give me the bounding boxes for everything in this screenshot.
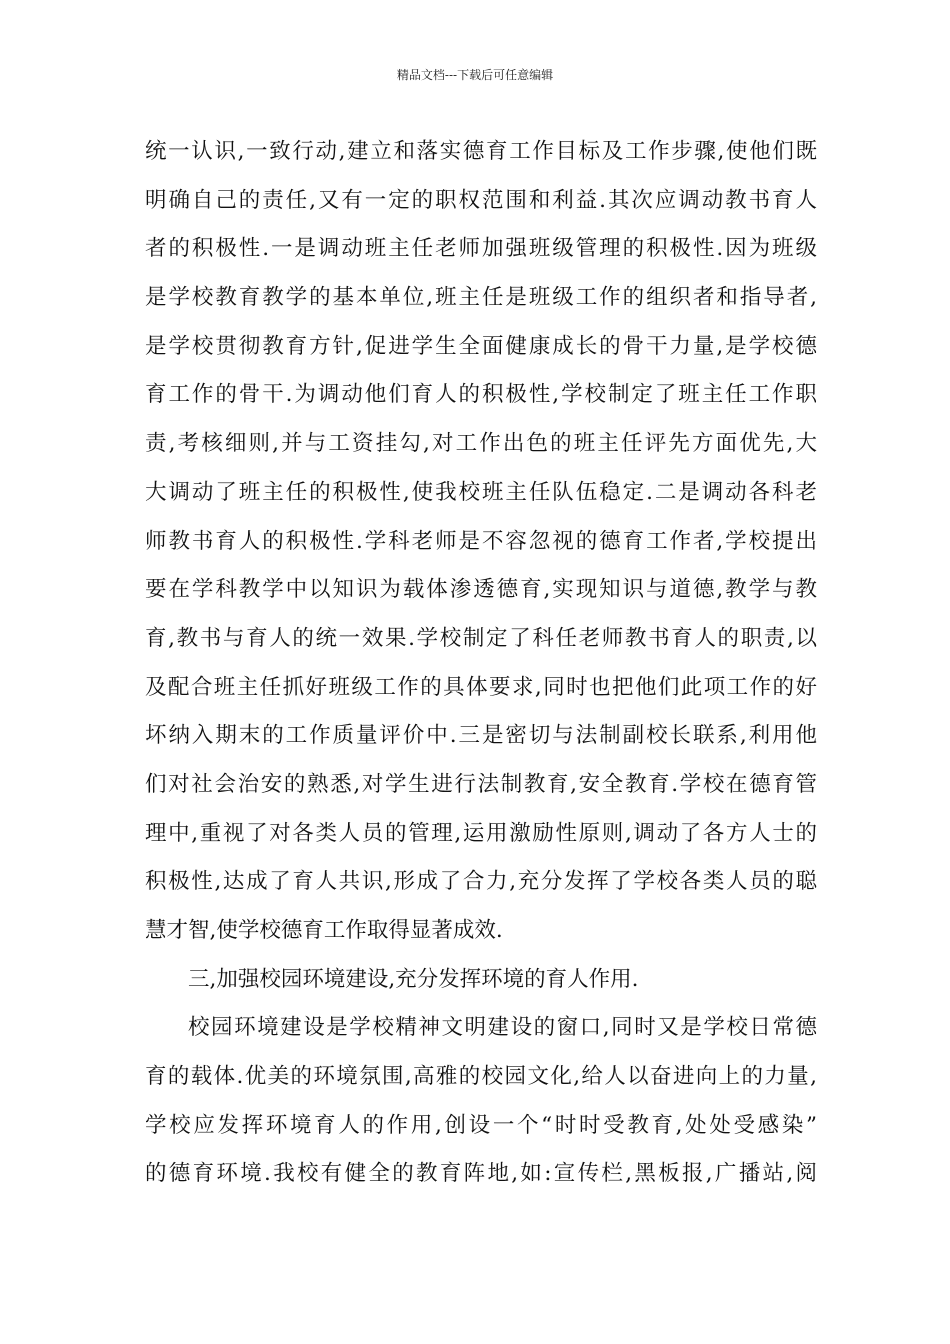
section-heading: 三,加强校园环境建设,充分发挥环境的育人作用. <box>188 966 639 992</box>
text-line: 明确自己的责任,又有一定的职权范围和利益.其次应调动教书育人 <box>145 187 817 213</box>
text-line: 慧才智,使学校德育工作取得显著成效. <box>145 918 503 943</box>
text-line: 育的载体.优美的环境氛围,高雅的校园文化,给人以奋进向上的力量, <box>145 1064 817 1090</box>
text-line: 坏纳入期末的工作质量评价中.三是密切与法制副校长联系,利用他 <box>145 723 817 749</box>
text-line: 育工作的骨干.为调动他们育人的积极性,学校制定了班主任工作职 <box>145 382 817 408</box>
text-line: 育,教书与育人的统一效果.学校制定了科任老师教书育人的职责,以 <box>145 625 817 651</box>
text-line: 积极性,达成了育人共识,形成了合力,充分发挥了学校各类人员的聪 <box>145 869 817 895</box>
body-text <box>145 128 817 1199</box>
text-line: 学校应发挥环境育人的作用,创设一个“时时受教育,处处受感染” <box>145 1112 817 1138</box>
text-line: 师教书育人的积极性.学科老师是不容忽视的德育工作者,学校提出 <box>145 528 817 554</box>
text-line: 校园环境建设是学校精神文明建设的窗口,同时又是学校日常德 <box>188 1015 817 1041</box>
text-line: 们对社会治安的熟悉,对学生进行法制教育,安全教育.学校在德育管 <box>145 771 817 797</box>
text-line: 要在学科教学中以知识为载体渗透德育,实现知识与道德,教学与教 <box>145 577 817 603</box>
text-line: 及配合班主任抓好班级工作的具体要求,同时也把他们此项工作的好 <box>145 674 817 700</box>
text-line: 的德育环境.我校有健全的教育阵地,如:宣传栏,黑板报,广播站,阅 <box>145 1161 817 1187</box>
text-line: 者的积极性.一是调动班主任老师加强班级管理的积极性.因为班级 <box>145 236 817 262</box>
text-line: 是学校贯彻教育方针,促进学生全面健康成长的骨干力量,是学校德 <box>145 333 817 359</box>
text-line: 是学校教育教学的基本单位,班主任是班级工作的组织者和指导者, <box>145 285 817 311</box>
text-line: 大调动了班主任的积极性,使我校班主任队伍稳定.二是调动各科老 <box>145 479 817 505</box>
text-line: 统一认识,一致行动,建立和落实德育工作目标及工作步骤,使他们既 <box>145 139 817 164</box>
page-header: 精品文档---下载后可任意编辑 <box>396 68 554 82</box>
text-line: 责,考核细则,并与工资挂勾,对工作出色的班主任评先方面优先,大 <box>145 431 817 457</box>
text-line: 理中,重视了对各类人员的管理,运用激励性原则,调动了各方人士的 <box>145 820 817 846</box>
